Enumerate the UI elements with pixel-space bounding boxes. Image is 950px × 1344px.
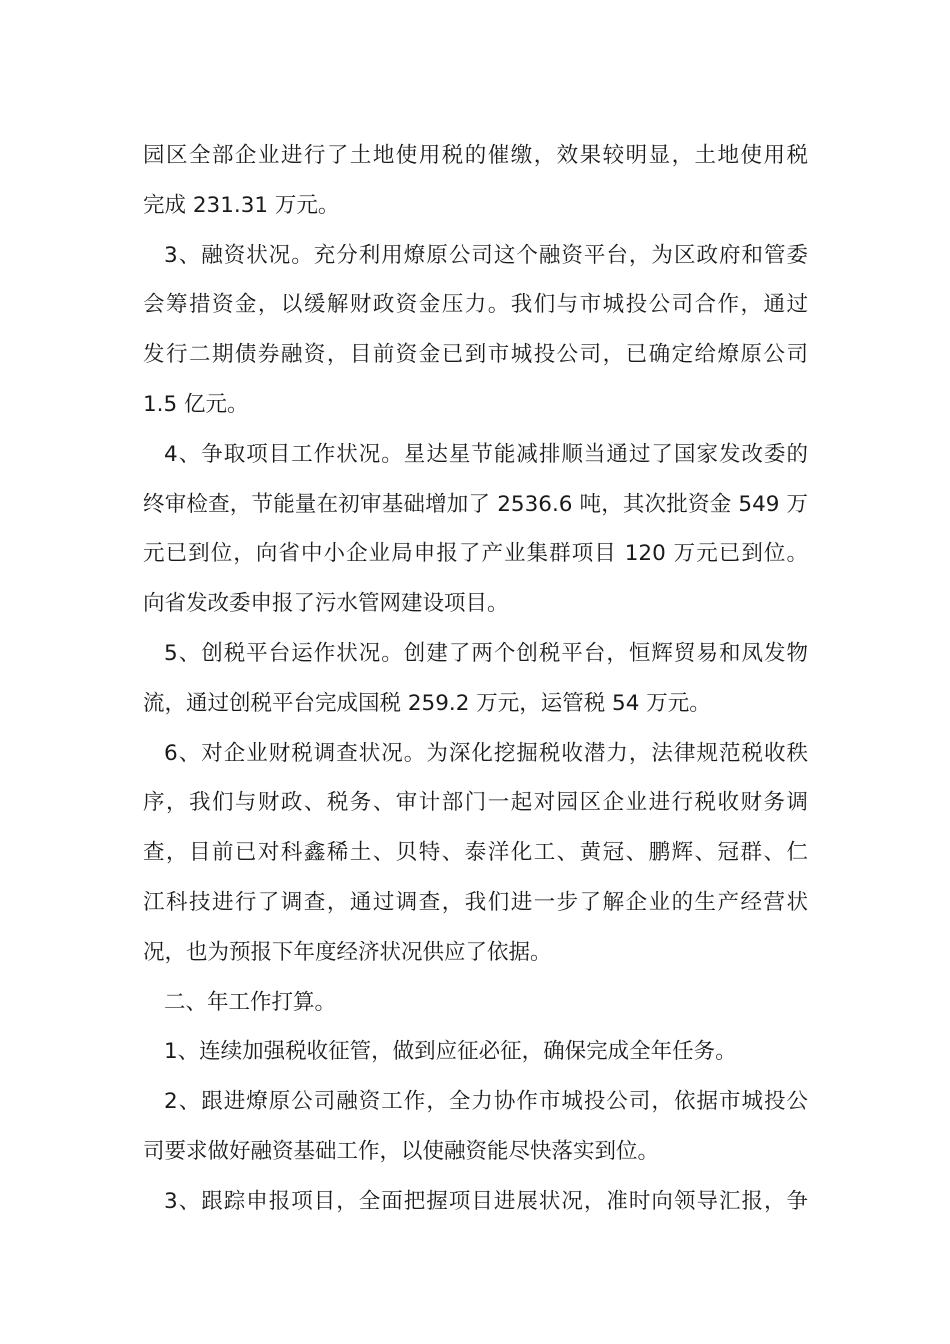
text-line: 6、对企业财税调查状况。为深化挖掘税收潜力，法律规范税收秩 <box>164 740 808 766</box>
text-line: 发行二期债券融资，目前资金已到市城投公司，已确定给燎原公司 <box>143 342 808 368</box>
text-line: 会筹措资金，以缓解财政资金压力。我们与市城投公司合作，通过 <box>143 292 808 318</box>
text-line: 2、跟进燎原公司融资工作，全力协作市城投公司，依据市城投公 <box>164 1089 808 1115</box>
text-line: 司要求做好融资基础工作，以使融资能尽快落实到位。 <box>143 1138 660 1164</box>
text-line: 序，我们与财政、税务、审计部门一起对园区企业进行税收财务调 <box>143 790 808 816</box>
text-line: 4、争取项目工作状况。星达星节能减排顺当通过了国家发改委的 <box>164 441 808 467</box>
text-line: 元已到位，向省中小企业局申报了产业集群项目 120 万元已到位。 <box>143 541 808 567</box>
text-line: 5、创税平台运作状况。创建了两个创税平台，恒辉贸易和凤发物 <box>164 640 808 666</box>
text-line: 1、连续加强税收征管，做到应征必征，确保完成全年任务。 <box>164 1039 737 1065</box>
text-line: 3、融资状况。充分利用燎原公司这个融资平台，为区政府和管委 <box>164 242 808 268</box>
text-line: 况，也为预报下年度经济状况供应了依据。 <box>143 939 552 965</box>
text-line: 江科技进行了调查，通过调查，我们进一步了解企业的生产经营状 <box>143 889 808 915</box>
text-line: 二、年工作打算。 <box>164 989 337 1015</box>
text-line: 向省发改委申报了污水管网建设项目。 <box>143 591 509 617</box>
text-line: 终审检查，节能量在初审基础增加了 2536.6 吨，其次批资金 549 万 <box>143 491 808 517</box>
document-body <box>143 131 808 1227</box>
text-line: 流，通过创税平台完成国税 259.2 万元，运管税 54 万元。 <box>143 690 711 716</box>
text-line: 完成 231.31 万元。 <box>143 192 340 218</box>
text-line: 查，目前已对科鑫稀土、贝特、泰洋化工、黄冠、鹏辉、冠群、仁 <box>143 840 808 866</box>
text-line: 1.5 亿元。 <box>143 391 249 417</box>
text-line: 园区全部企业进行了土地使用税的催缴，效果较明显，土地使用税 <box>143 143 808 168</box>
text-line: 3、跟踪申报项目，全面把握项目进展状况，准时向领导汇报，争 <box>164 1188 808 1214</box>
